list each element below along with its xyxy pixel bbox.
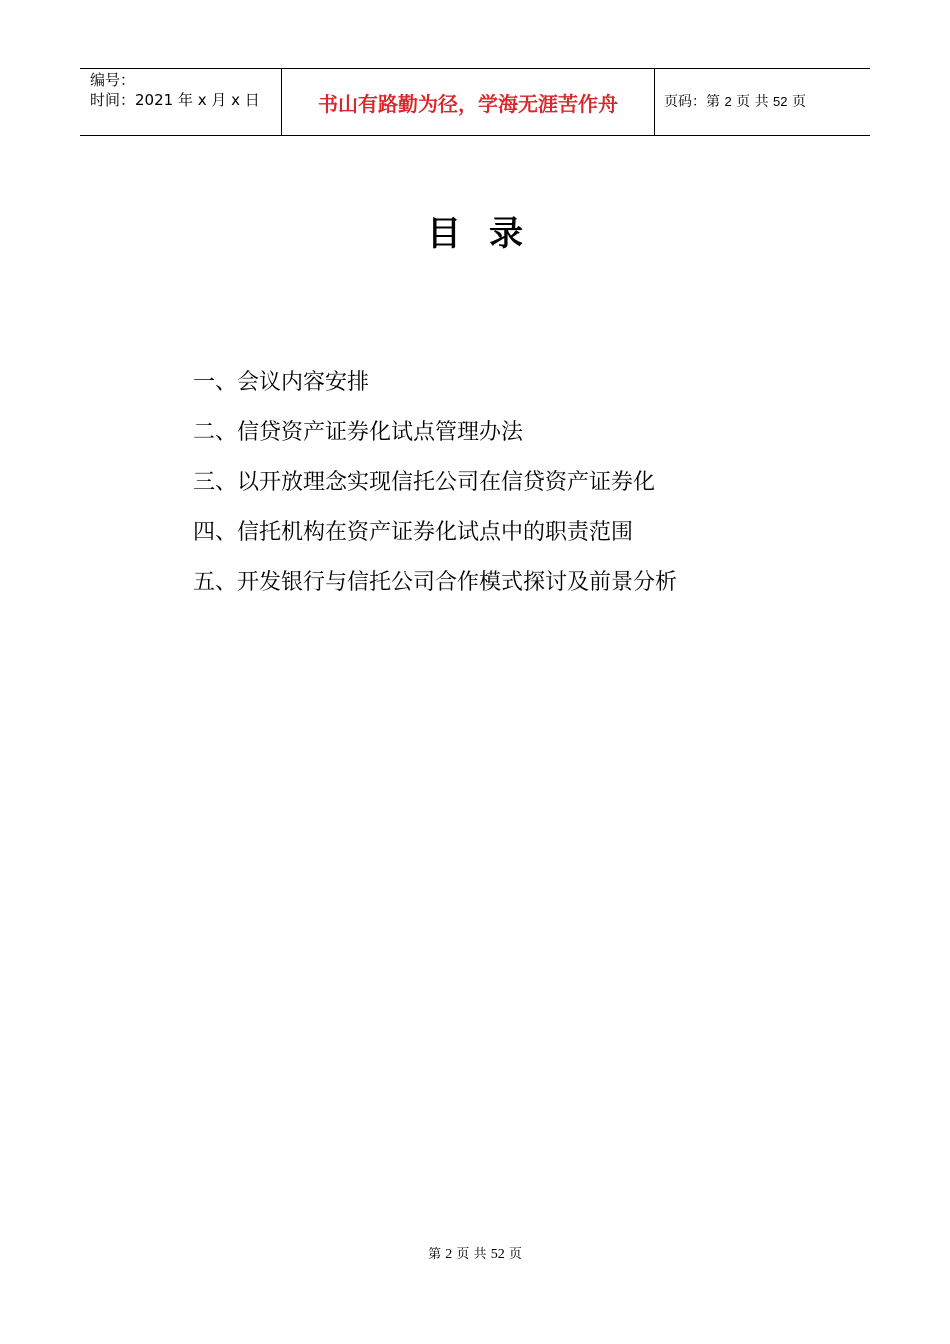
footer-total-pages: 52 — [490, 1247, 505, 1262]
page-header — [80, 68, 870, 136]
motto-text: 书山有路勤为径，学海无涯苦作舟 — [318, 92, 618, 116]
toc-item[interactable]: 四、信托机构在资产证券化试点中的职责范围 — [193, 520, 634, 545]
toc-title: 目录 — [427, 214, 551, 254]
date-label: 时间：2021 年 x 月 x 日 — [90, 91, 260, 109]
page-code — [664, 93, 806, 111]
toc-item[interactable]: 三、以开放理念实现信托公司在信贷资产证券化 — [193, 470, 656, 495]
toc-item[interactable]: 一、会议内容安排 — [193, 370, 370, 395]
toc-list — [193, 366, 677, 616]
header-meta-cell — [80, 69, 282, 135]
page-code-prefix: 页码：第 — [664, 94, 720, 110]
serial-number-label: 编号： — [90, 71, 136, 89]
toc-item[interactable]: 二、信贷资产证券化试点管理办法 — [193, 420, 524, 445]
toc-item[interactable]: 五、开发银行与信托公司合作模式探讨及前景分析 — [193, 570, 678, 595]
page-code-suffix: 页 — [791, 94, 806, 110]
page-code-mid: 页 共 — [736, 94, 769, 110]
header-page-cell — [655, 69, 870, 135]
page-code-total: 52 — [773, 94, 788, 109]
page-code-number: 2 — [724, 94, 732, 109]
page-footer — [0, 1246, 950, 1264]
footer-suffix: 页 — [508, 1247, 522, 1262]
header-motto-cell — [282, 69, 655, 135]
footer-page-number: 2 — [445, 1247, 453, 1262]
footer-prefix: 第 — [428, 1247, 442, 1262]
footer-mid: 页 共 — [456, 1247, 487, 1262]
